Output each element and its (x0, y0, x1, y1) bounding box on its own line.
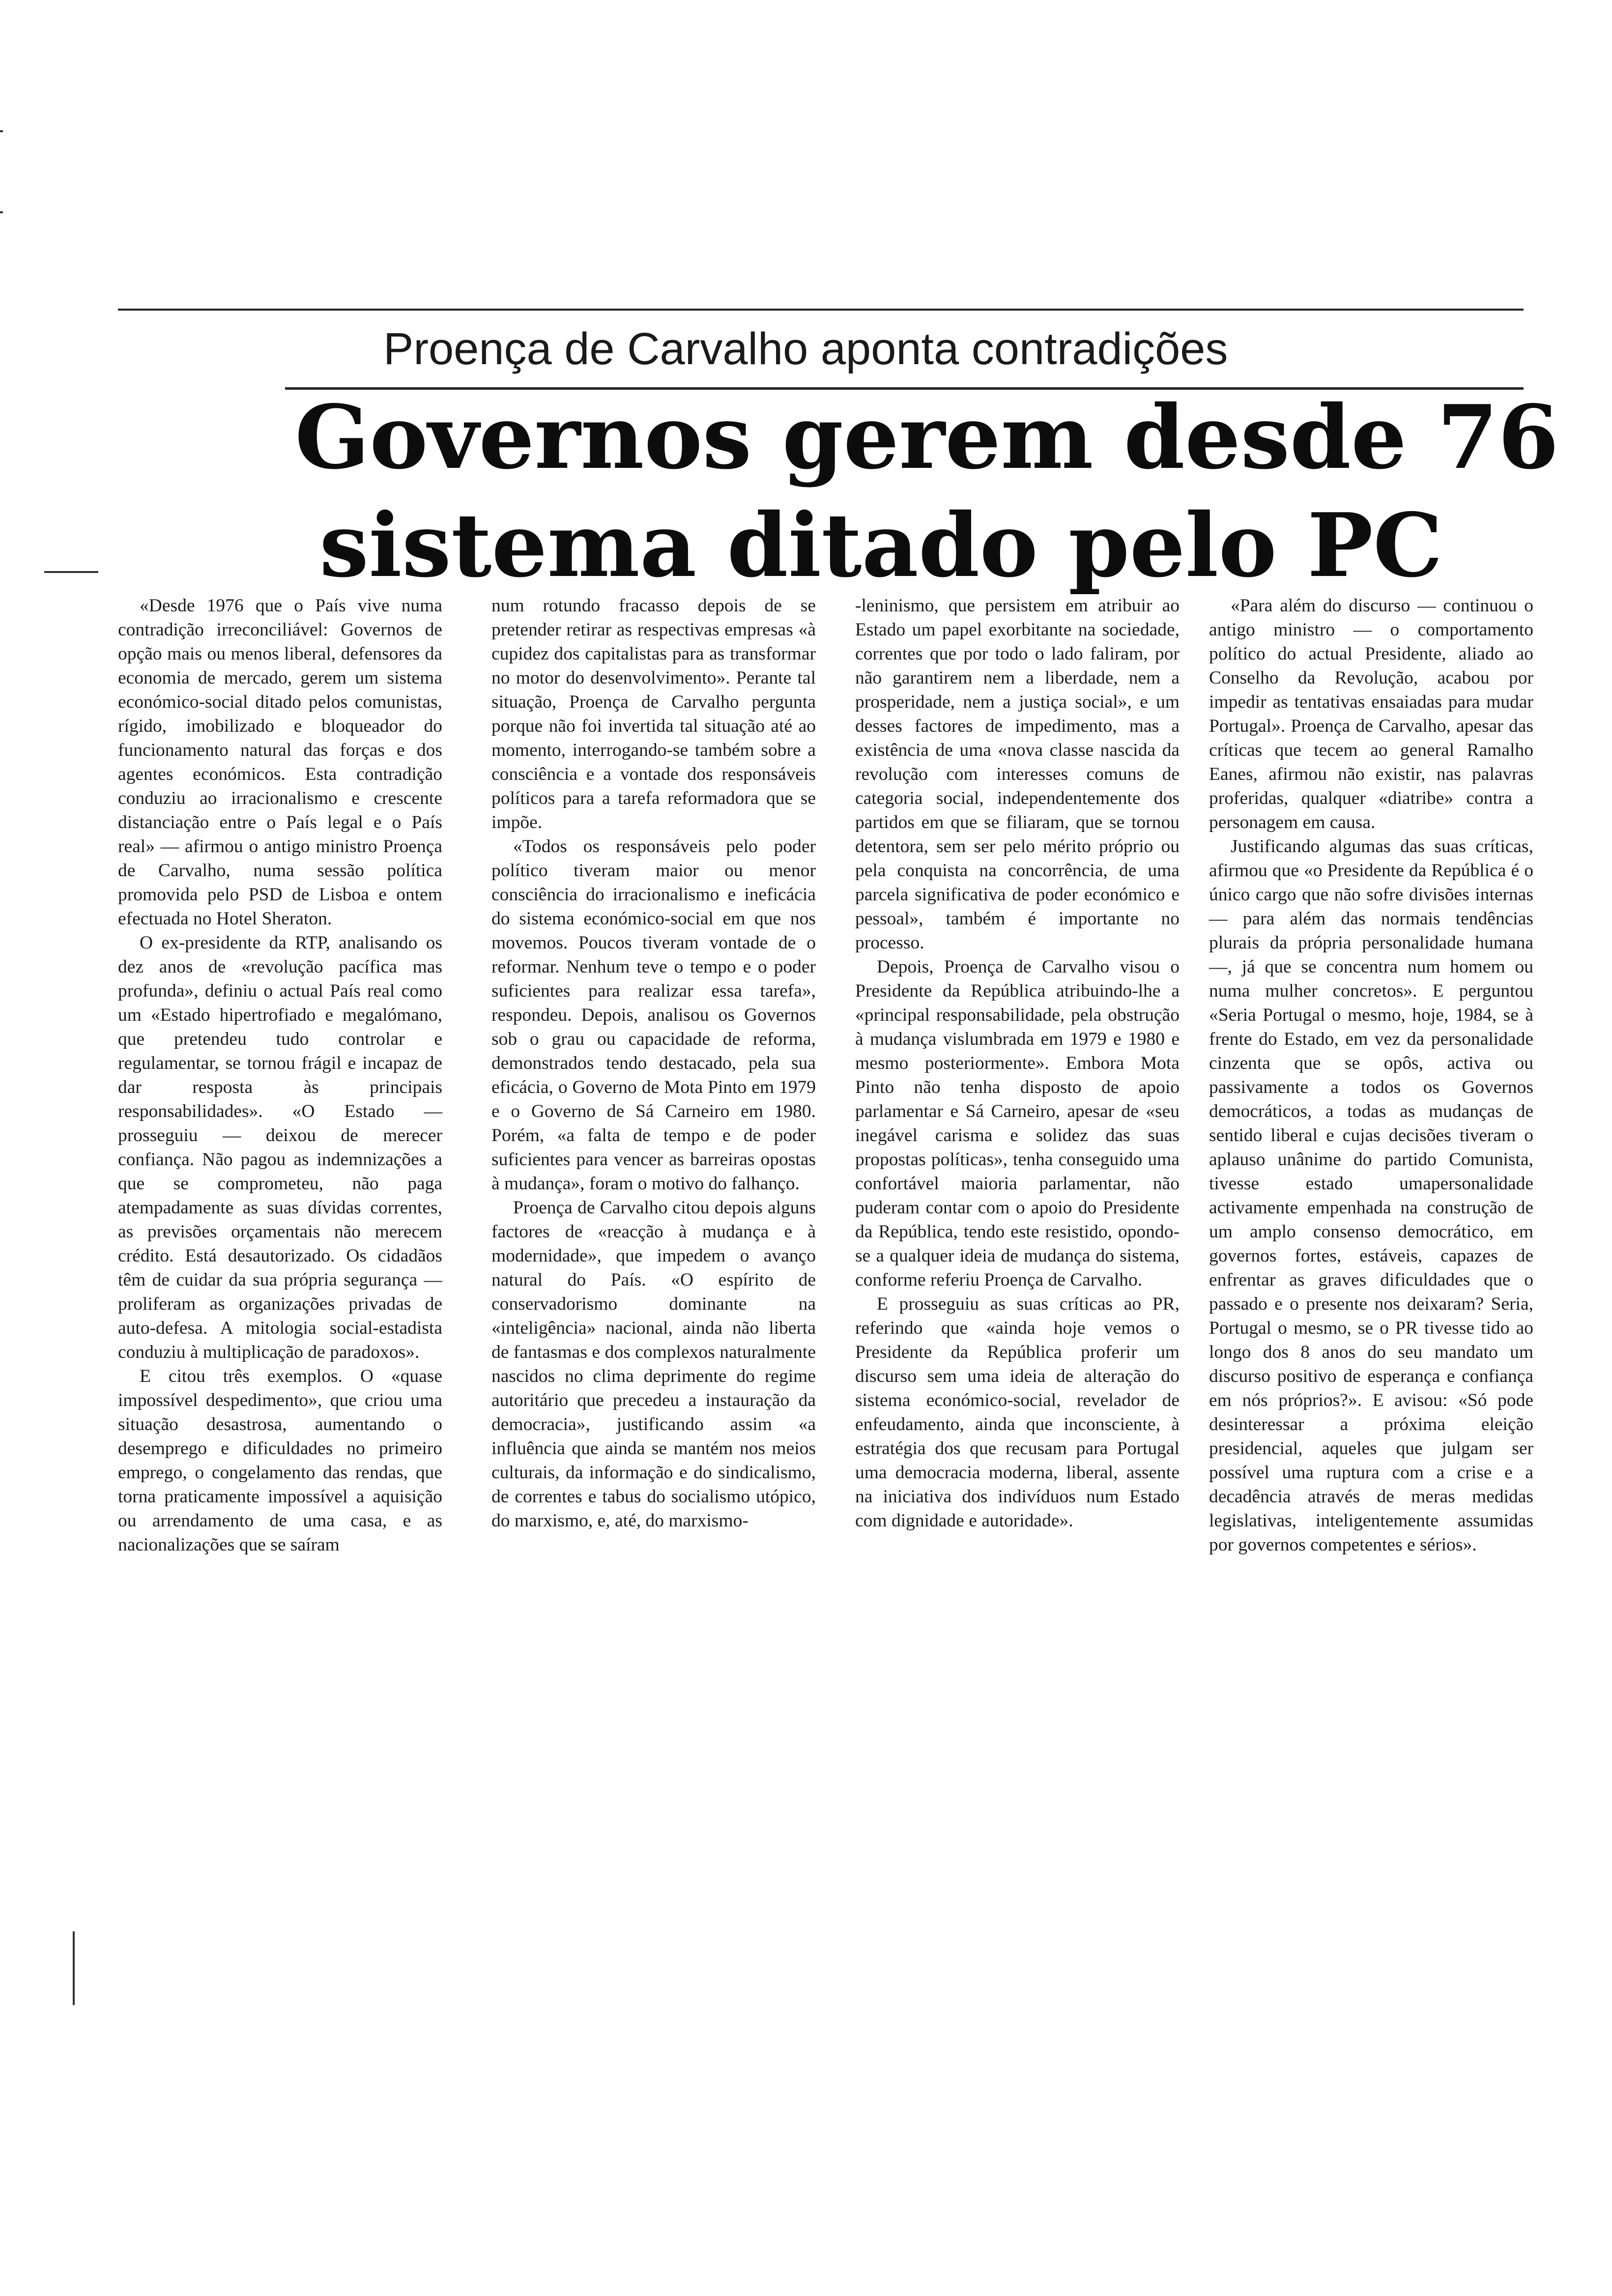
article-column-1 (118, 594, 442, 1557)
clipping-mark-bottom (73, 1931, 75, 2005)
article-kicker: Proença de Carvalho aponta contradições (383, 324, 1228, 374)
paragraph: Justificando algumas das suas críticas, afirmou que «o Presidente da República é o único cargo que não sofre divisões internas — para além das normais tendências plurais da própria personalidade humana —, já que se concentra num homem ou numa mulher concretos». E perguntou «Seria Portugal o mesmo, hoje, 1984, se à frente do Estado, em vez da personalidade cinzenta que se opôs, activa ou passivamente a todos os Governos democráticos, a todas as mudanças de sentido liberal e cujas decisões tiveram o aplauso unânime do partido Comunista, tivesse estado umapersonalidade activamente empenhada na construção de um amplo consenso democrático, em governos fortes, estáveis, capazes de enfrentar as graves dificuldades que o passado e o presente nos deixaram? Seria, Portugal o mesmo, se o PR tivesse tido ao longo dos 8 anos do seu mandato um discurso positivo de esperança e confiança em nós próprios?». E avisou: «Só pode desinteressar a próxima eleição presidencial, aqueles que julgam ser possível uma ruptura com a crise e a decadência através de meras medidas legislativas, inteligentemente assumidas por governos competentes e sérios». (1209, 836, 1533, 1555)
paragraph: Proença de Carvalho citou depois alguns factores de «reacção à mudança e à modernidade», que impedem o avanço natural do País. «O espírito de conservadorismo dominante na «inteligência» nacional, ainda não liberta de fantasmas e dos complexos naturalmente nascidos no clima deprimente do regime autoritário que precedeu a instauração da democracia», justificando assim «a influência que ainda se mantém nos meios culturais, da informação e do sindicalismo, de correntes e tabus do socialismo utópico, do marxismo, e, até, do marxismo- (491, 1198, 816, 1531)
paragraph: E prosseguiu as suas críticas ao PR, referindo que «ainda hoje vemos o Presidente da República proferir um discurso sem uma ideia de alteração do sistema económico-social, revelador de enfeudamento, ainda que inconsciente, à estratégia dos que recusam para Portugal uma democracia moderna, liberal, assente na iniciativa dos indivíduos num Estado com dignidade e autoridade». (855, 1294, 1180, 1531)
headline-line-1: Governos gerem desde 76 (295, 386, 1559, 488)
paragraph: num rotundo fracasso depois de se pretender retirar as respectivas empresas «à cupidez dos capitalistas para as transformar no motor do desenvolvimento». Perante tal situação, Proença de Carvalho pergunta porque não foi invertida tal situação até ao momento, interrogando-se também sobre a consciência e a vontade dos responsáveis políticos para a tarefa reformadora que se impõe. (491, 596, 816, 832)
article-column-3 (855, 594, 1180, 1533)
paragraph: E citou três exemplos. O «quase impossível despedimento», que criou uma situação desastrosa, aumentando o desemprego e dificuldades no primeiro emprego, o congelamento das rendas, que torna praticamente impossível a aquisição ou arrendamento de uma casa, e as nacionalizações que se saíram (118, 1366, 442, 1555)
edge-mark-1 (0, 130, 3, 132)
paragraph: -leninismo, que persistem em atribuir ao Estado um papel exorbitante na sociedade, correntes que por todo o lado faliram, por não garantirem nem a liberdade, nem a prosperidade, nem a justiça social», e um desses factores de impedimento, mas a existência de uma «nova classe nascida da revolução com interesses comuns de categoria social, independentemente dos partidos em que se filiaram, que se tornou detentora, sem ser pelo mérito próprio ou pela conquista na concorrência, de uma parcela significativa de poder económico e pessoal», também é importante no processo. (855, 596, 1180, 953)
headline-line-2: sistema ditado pelo PC (319, 494, 1443, 597)
paragraph: «Todos os responsáveis pelo poder político tiveram maior ou menor consciência do irracionalismo e ineficácia do sistema económico-social em que nos movemos. Poucos tiveram vontade de o reformar. Nenhum teve o tempo e o poder suficientes para realizar essa tarefa», respondeu. Depois, analisou os Governos sob o grau ou capacidade de reforma, demonstrados tendo destacado, pela sua eficácia, o Governo de Mota Pinto em 1979 e o Governo de Sá Carneiro em 1980. Porém, «a falta de tempo e de poder suficientes para vencer as barreiras opostas à mudança», foram o motivo do falhanço. (491, 836, 816, 1194)
top-rule (118, 309, 1524, 311)
paragraph: Depois, Proença de Carvalho visou o Presidente da República atribuindo-lhe a «principal responsabilidade, pela obstrução à mudança vislumbrada em 1979 e 1980 e mesmo posteriormente». Embora Mota Pinto não tenha disposto de apoio parlamentar e Sá Carneiro, apesar de «seu inegável carisma e solidez das suas propostas políticas», tenha conseguido uma confortável maioria parlamentar, não puderam contar com o apoio do Presidente da República, tendo este resistido, opondo-se a qualquer ideia de mudança do sistema, conforme referiu Proença de Carvalho. (855, 957, 1180, 1290)
article-column-2 (491, 594, 816, 1533)
article-column-4 (1209, 594, 1533, 1557)
paragraph: «Desde 1976 que o País vive numa contradição irreconciliável: Governos de opção mais ou menos liberal, defensores da economia de mercado, gerem um sistema económico-social ditado pelos comunistas, rígido, imobilizado e bloqueador do funcionamento natural das forças e dos agentes económicos. Esta contradição conduziu ao irracionalismo e crescente distanciação entre o País legal e o País real» — afirmou o antigo ministro Proença de Carvalho, numa sessão política promovida pelo PSD de Lisboa e ontem efectuada no Hotel Sheraton. (118, 596, 442, 929)
paragraph: «Para além do discurso — continuou o antigo ministro — o comportamento político do actual Presidente, aliado ao Conselho da Revolução, acabou por impedir as tentativas ensaiadas para mudar Portugal». Proença de Carvalho, apesar das críticas que tecem ao general Ramalho Eanes, afirmou não existir, nas palavras proferidas, qualquer «diatribe» contra a personagem em causa. (1209, 596, 1533, 832)
edge-mark-2 (0, 211, 3, 213)
article-headline (275, 383, 1559, 600)
paragraph: O ex-presidente da RTP, analisando os dez anos de «revolução pacífica mas profunda», definiu o actual País real como um «Estado hipertrofiado e megalómano, que pretendeu tudo controlar e regulamentar, se tornou frágil e incapaz de dar resposta às principais responsabilidades». «O Estado — prosseguiu — deixou de merecer confiança. Não pagou as indemnizações a que se comprometeu, não paga atempadamente as suas dívidas correntes, as previsões orçamentais não merecem crédito. Está desautorizado. Os cidadãos têm de cuidar da sua própria segurança — proliferam as organizações privadas de auto-defesa. A mitologia social-estadista conduziu à multiplicação de paradoxos». (118, 933, 442, 1362)
clipping-mark-left (44, 571, 98, 573)
